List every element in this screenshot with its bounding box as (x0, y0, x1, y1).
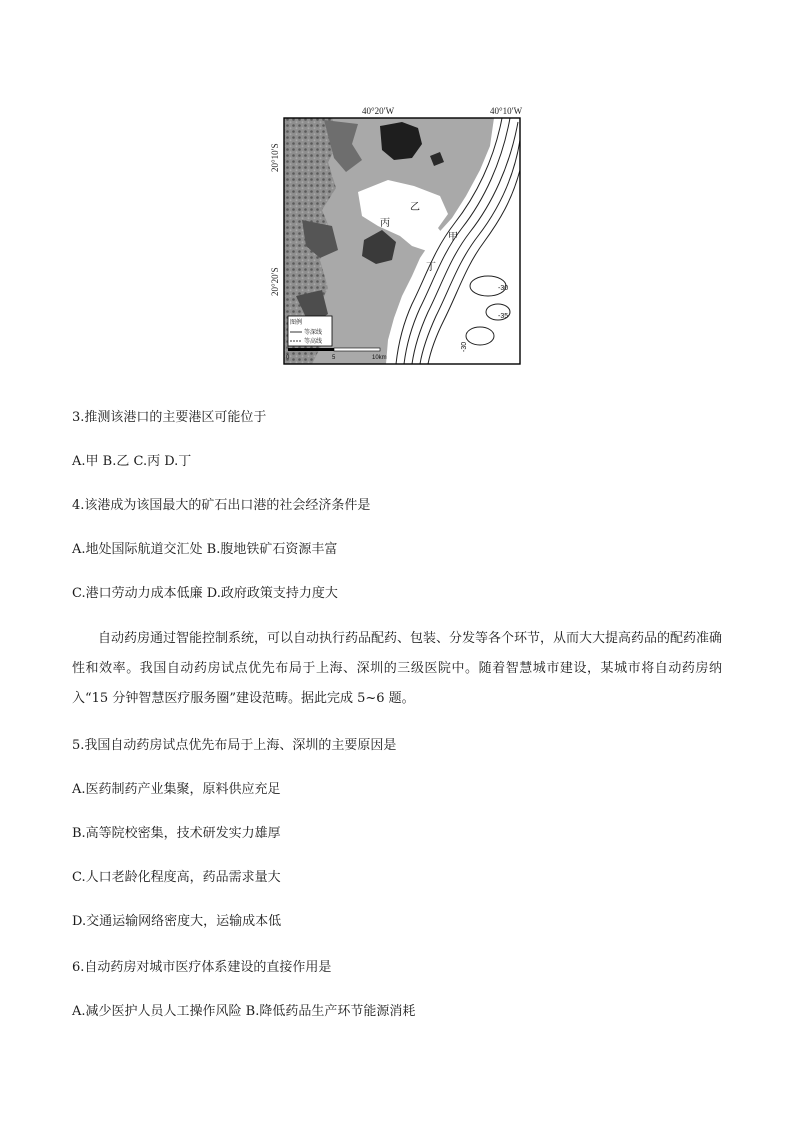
reading-passage: 自动药房通过智能控制系统，可以自动执行药品配药、包装、分发等各个环节，从而大大提高药品的配药准确性和效率。我国自动药房试点优先布局于上海、深圳的三级医院中。随着智慧城市建设，某城市将自动药房纳入“15 分钟智慧医疗服务圈”建设范畴。据此完成 5~6 题。 (72, 631, 723, 706)
q5-option-a: A.医药制药产业集聚，原料供应充足 (72, 782, 281, 797)
q5-option-c: C.人口老龄化程度高，药品需求量大 (72, 870, 281, 885)
q5-option-b: B.高等院校密集，技术研发实力雄厚 (72, 826, 281, 841)
depth-label-3: -30 (461, 341, 468, 352)
legend-item-isobath: 等深线 (304, 330, 323, 336)
label-ding: 丁 (426, 262, 436, 273)
label-bing: 丙 (380, 218, 390, 229)
depth-label-2: -35 (498, 313, 509, 320)
q4-stem: 4.该港成为该国最大的矿石出口港的社会经济条件是 (72, 498, 371, 513)
label-yi: 乙 (410, 202, 420, 213)
depth-label-1: -30 (498, 285, 509, 292)
map-legend (288, 316, 332, 346)
q5-option-d: D.交通运输网络密度大，运输成本低 (72, 914, 282, 929)
lat-label-2: 20°20′S (270, 267, 280, 296)
port-map-figure (262, 100, 534, 370)
lat-label-1: 20°10′S (270, 143, 280, 172)
q3-stem: 3.推测该港口的主要港区可能位于 (72, 410, 267, 425)
q6-options-row1: A.减少医护人员人工操作风险 B.降低药品生产环节能源消耗 (72, 1004, 416, 1019)
q5-stem: 5.我国自动药房试点优先布局于上海、深圳的主要原因是 (72, 738, 397, 753)
q4-options-row1: A.地处国际航道交汇处 B.腹地铁矿石资源丰富 (72, 542, 338, 557)
q6-stem: 6.自动药房对城市医疗体系建设的直接作用是 (72, 960, 332, 975)
legend-title: 图例 (290, 320, 303, 326)
lon-label-2: 40°10′W (490, 106, 523, 116)
q3-options: A.甲 B.乙 C.丙 D.丁 (72, 454, 192, 469)
lon-label-1: 40°20′W (362, 106, 395, 116)
label-jia: 甲 (448, 232, 458, 243)
scale-tick-5: 5 (332, 355, 336, 361)
q4-options-row2: C.港口劳动力成本低廉 D.政府政策支持力度大 (72, 586, 338, 601)
legend-item-contour: 等高线 (304, 339, 323, 345)
scale-tick-10: 10km (372, 355, 387, 361)
scale-tick-0: 0 (286, 355, 290, 361)
